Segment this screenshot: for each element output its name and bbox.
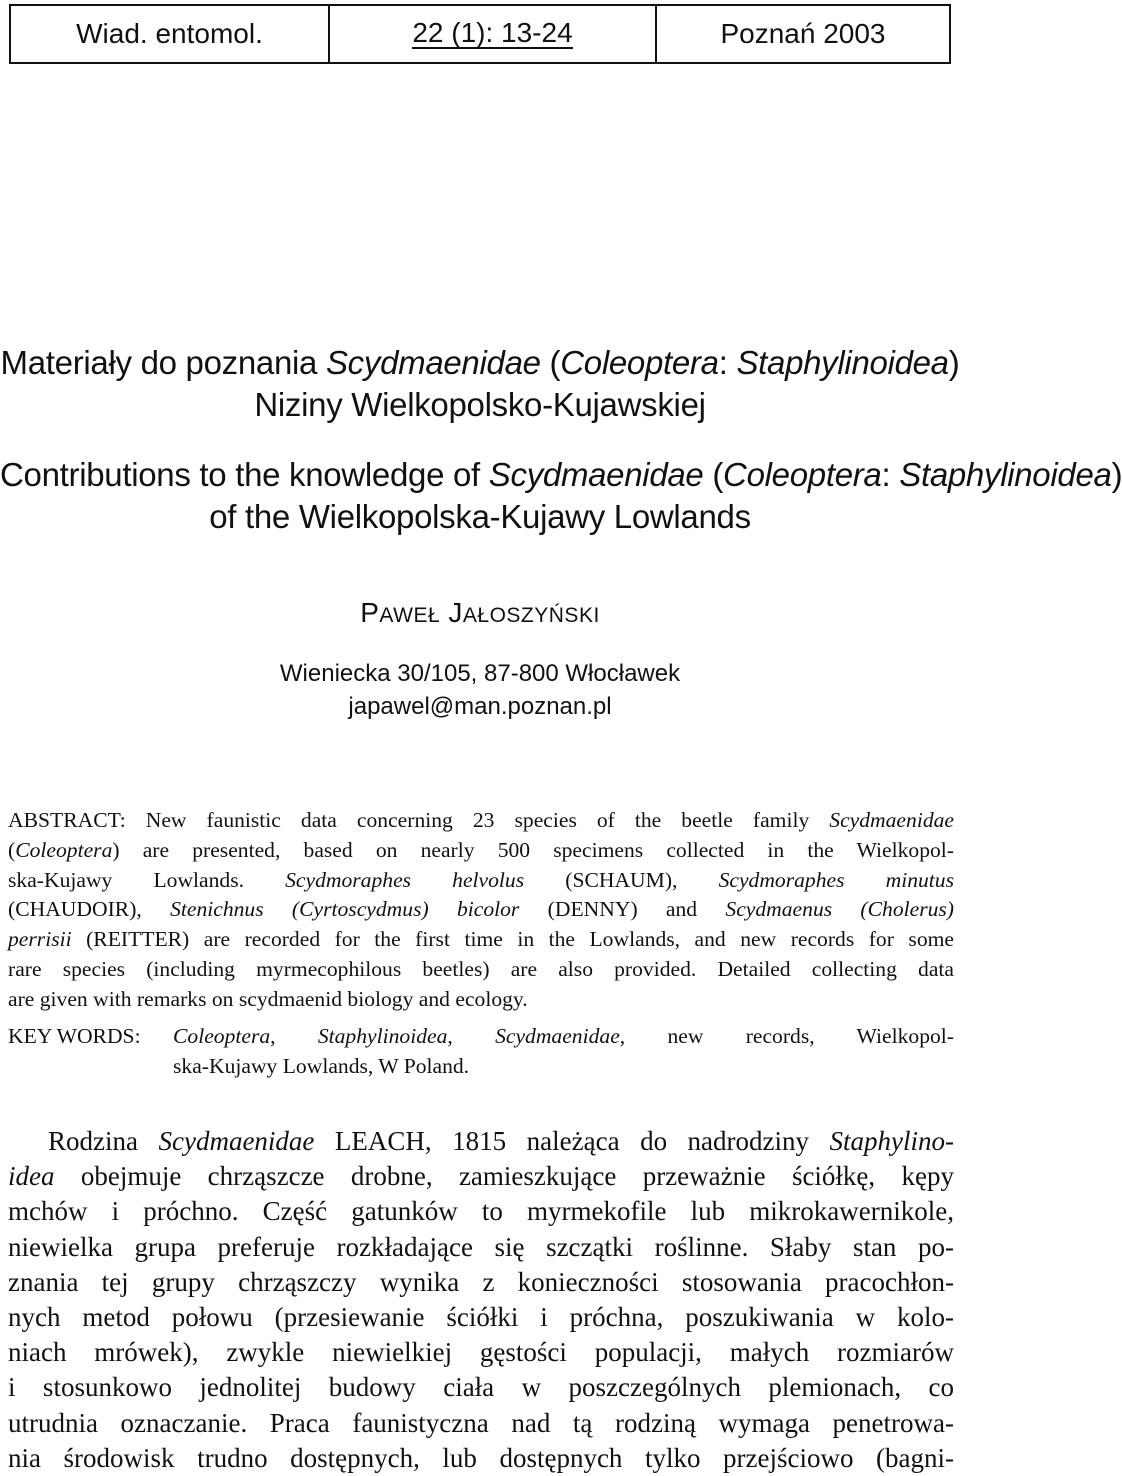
keywords [8, 1022, 954, 1082]
body-line: niach mrówek), zwykle niewielkiej gęstości populacji, małych rozmiarów [8, 1337, 954, 1368]
keyword-taxon: Coleoptera [173, 1024, 271, 1048]
place-year-text: Poznań 2003 [720, 18, 886, 49]
journal-header [9, 4, 951, 64]
author-citation: L [314, 1126, 352, 1156]
body-line [8, 1159, 954, 1194]
journal-name-text: Wiad. entomol. [76, 18, 263, 49]
abstract-line [8, 866, 954, 896]
abstract-line [8, 925, 954, 955]
title-polish-line-2: Niziny Wielkopolsko-Kujawskiej [254, 386, 706, 423]
title-taxon: Coleoptera [560, 344, 719, 381]
abstract-text: ( [71, 927, 94, 952]
abstract-taxon: perrisii [8, 927, 72, 952]
title-text: ) [1111, 456, 1122, 493]
abstract-text: ( [8, 897, 16, 922]
author-citation: S [572, 867, 585, 892]
body-line: znania tej grupy chrząszczy wynika z konieczności stosowania pracochłon- [8, 1266, 954, 1297]
author-citation: EITTER [107, 927, 183, 952]
title-text: ( [540, 344, 561, 381]
keyword-text: , [270, 1024, 318, 1048]
body-text: , 1815 należąca do nadrodziny [424, 1126, 830, 1156]
author-citation: CHAUM [584, 867, 665, 892]
title-taxon: Coleoptera [723, 456, 882, 493]
title-text: ) [948, 344, 960, 381]
abstract-text: ), [664, 867, 719, 892]
abstract-text: ), [129, 897, 171, 922]
title-text: Contributions to the knowledge of [0, 456, 489, 493]
abstract-taxon: Coleoptera [15, 837, 113, 862]
abstract-line: rare species (including myrmecophilous beetles) are also provided. Detailed collecting data [8, 956, 954, 981]
abstract-taxon: Scydmaenus (Cholerus) [725, 897, 955, 922]
abstract [8, 806, 954, 1015]
abstract-line [8, 806, 954, 836]
author-citation: HAUDOIR [29, 897, 130, 922]
abstract-line [8, 895, 954, 925]
abstract-line [8, 836, 954, 866]
abstract-text: ) are presented, based on nearly 500 specimens collected in the Wielkopol- [112, 837, 954, 862]
author-citation: R [93, 927, 108, 952]
abstract-text: ( [8, 837, 16, 862]
author-citation: C [15, 897, 30, 922]
journal-name [11, 6, 330, 62]
abstract-taxon: Scydmoraphes minutus [718, 867, 954, 892]
body-line: nia środowisk trudno dostępnych, lub dostępnych tylko przejściowo (bagni- [8, 1442, 954, 1473]
title-english-line-1 [0, 454, 1122, 496]
abstract-text: ska-Kujawy Lowlands. [8, 867, 286, 892]
body-taxon: idea [8, 1161, 55, 1192]
keywords-line: ska-Kujawy Lowlands, W Poland. [173, 1053, 470, 1078]
title-polish-line-1 [0, 342, 960, 384]
keyword-text: , [447, 1024, 496, 1048]
title-taxon: Scydmaenidae [488, 456, 704, 493]
body-line: mchów i próchno. Część gatunków to myrmekofile lub mikrokawernikole, [8, 1196, 954, 1227]
author-citation: EACH [351, 1126, 425, 1156]
abstract-text: ( [524, 867, 573, 892]
keyword-taxon: Scydmaenidae [495, 1024, 620, 1048]
author-citation: D [554, 897, 571, 922]
abstract-taxon: Stenichnus (Cyrtoscydmus) bicolor [170, 897, 520, 922]
keywords-label: KEY WORDS: [8, 1024, 141, 1048]
body-line: i stosunkowo jednolitej budowy ciała w poszczególnych plemionach, co [8, 1372, 954, 1403]
abstract-text: ABSTRACT: New faunistic data concerning 23 species of the beetle family [8, 808, 830, 832]
body-line: niewielka grupa preferuje rozkładające się szczątki roślinne. Słaby stan po- [8, 1231, 954, 1262]
keyword-taxon: Staphylinoidea [317, 1024, 448, 1048]
keywords-body [173, 1022, 954, 1082]
title-text: : [718, 344, 737, 381]
body-line: nych metod połowu (przesiewanie ściółki i próchna, poszukiwania w kolo- [8, 1302, 954, 1333]
title-text: : [881, 456, 900, 493]
body-taxon: Staphylino- [829, 1126, 954, 1156]
title-text: ( [703, 456, 724, 493]
body-text: obejmuje chrząszcze drobne, zamieszkujące przeważnie ściółkę, kępy [54, 1161, 954, 1192]
abstract-text: ) and [630, 897, 726, 922]
abstract-text: ) are recorded for the first time in the Lowlands, and new records for some [182, 927, 954, 952]
abstract-taxon: Scydmaenidae [829, 808, 954, 832]
abstract-line: are given with remarks on scydmaenid biology and ecology. [8, 986, 528, 1011]
title-taxon: Staphylinoidea [736, 344, 949, 381]
title-text: Materiały do poznania [0, 344, 326, 381]
author-name-part: P [360, 597, 380, 628]
author-name-part: J [440, 597, 463, 628]
author-email: japawel@man.poznan.pl [348, 693, 612, 720]
volume-pages-text: 22 (1): 13-24 [412, 17, 573, 48]
title-taxon: Scydmaenidae [325, 344, 541, 381]
title-taxon: Staphylinoidea [899, 456, 1112, 493]
keyword-text: , new records, Wielkopol- [619, 1024, 954, 1048]
author-name [0, 594, 960, 635]
author-citation: ENNY [570, 897, 631, 922]
abstract-text: ( [519, 897, 555, 922]
place-year [657, 6, 949, 62]
author-address: Wieniecka 30/105, 87-800 Włocławek [279, 660, 681, 687]
body-line: utrudnia oznaczanie. Praca faunistyczna nad tą rodziną wymaga penetrowa- [8, 1407, 954, 1438]
author-block [0, 594, 960, 723]
author-name-part: AWEŁ [379, 604, 441, 627]
volume-pages [330, 6, 657, 62]
title-polish [0, 342, 960, 426]
keywords-line [173, 1022, 954, 1052]
body-line [8, 1124, 954, 1159]
abstract-taxon: Scydmoraphes helvolus [285, 867, 525, 892]
body-paragraph [8, 1124, 954, 1476]
title-english [0, 454, 1122, 538]
author-name-part: AŁOSZYŃSKI [462, 604, 600, 627]
title-english-line-2: of the Wielkopolska-Kujawy Lowlands [209, 498, 751, 535]
body-text: Rodzina [48, 1126, 159, 1156]
body-taxon: Scydmaenidae [158, 1126, 315, 1156]
